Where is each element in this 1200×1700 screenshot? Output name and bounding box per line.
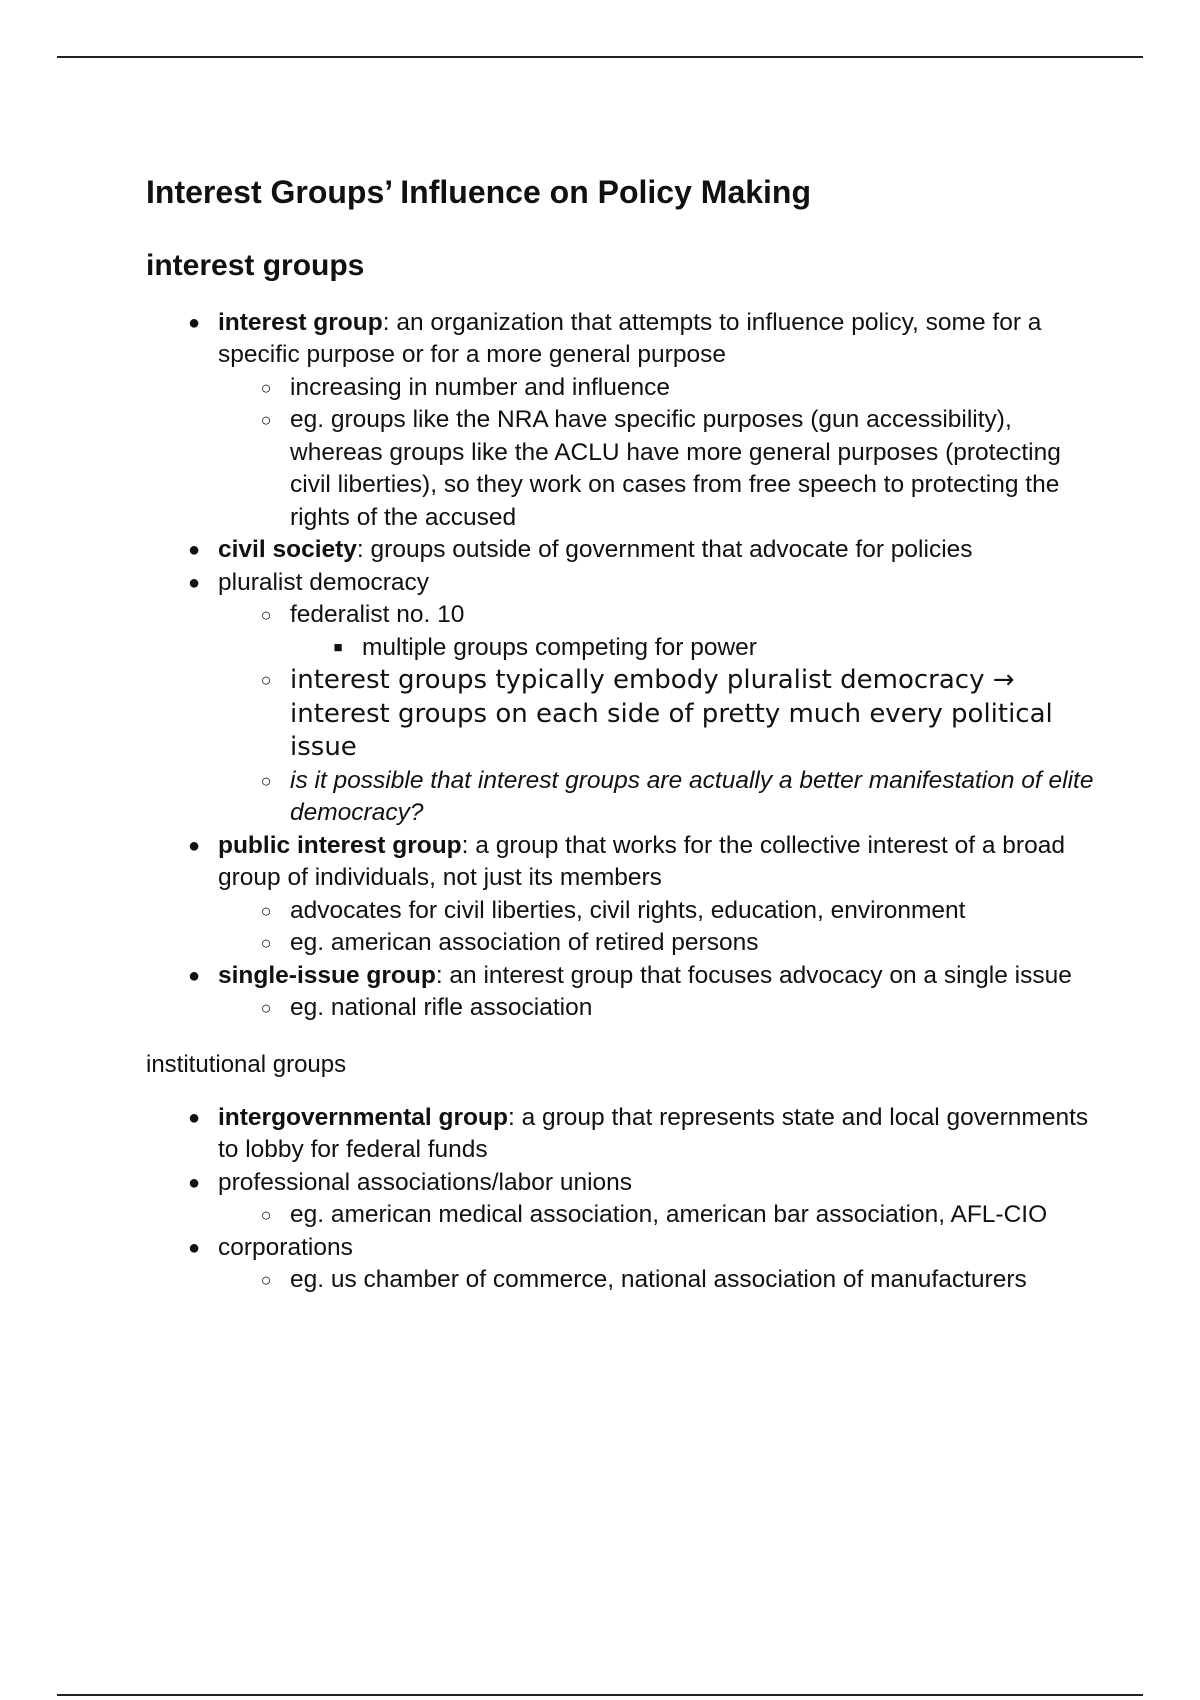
list-item — [146, 1232, 1106, 1297]
list-item — [146, 307, 1106, 535]
item-text: advocates for civil liberties, civil rights, education, environment — [290, 896, 966, 924]
document-body — [146, 172, 1106, 1297]
institutional-groups-list — [146, 1102, 1106, 1297]
header-rule — [57, 56, 1143, 58]
interest-groups-list — [146, 307, 1106, 1025]
hollow-bullet-icon: ○ — [260, 377, 272, 398]
section-heading-interest-groups: interest groups — [146, 248, 365, 282]
hollow-bullet-icon: ○ — [260, 1205, 272, 1226]
list-item — [218, 664, 1106, 765]
item-text: eg. american association of retired persons — [290, 929, 759, 957]
list-item — [218, 372, 1106, 405]
definition: : an interest group that focuses advocacy on a single issue — [435, 961, 1072, 989]
hollow-bullet-icon: ○ — [260, 933, 272, 954]
bullet-icon: ● — [187, 964, 201, 987]
list-item — [146, 830, 1106, 960]
bullet-icon: ● — [187, 571, 201, 594]
page-title: Interest Groups’ Influence on Policy Making — [146, 174, 812, 210]
item-text: eg. groups like the NRA have specific purposes (gun accessibility), whereas groups like the ACLU have more general purposes (protecting civil liberties), so they work on cases from free speech to protecting the rights of the accused — [290, 406, 1061, 531]
bullet-icon: ● — [187, 1171, 201, 1194]
term: interest group — [218, 308, 383, 336]
item-text: corporations — [218, 1233, 353, 1261]
term: civil society — [218, 536, 357, 564]
hollow-bullet-icon: ○ — [260, 900, 272, 921]
item-text: increasing in number and influence — [290, 373, 670, 401]
term: intergovernmental group — [218, 1103, 508, 1131]
item-text: federalist no. 10 — [290, 601, 465, 629]
definition: : groups outside of government that advocate for policies — [356, 536, 973, 564]
list-item — [218, 599, 1106, 664]
item-text: is it possible that interest groups are actually a better manifestation of elite democracy? — [290, 766, 1094, 827]
list-item — [290, 632, 1106, 665]
bullet-icon: ● — [187, 1106, 201, 1129]
item-text: pluralist democracy — [218, 568, 430, 596]
hollow-bullet-icon: ○ — [260, 410, 272, 431]
item-text: multiple groups competing for power — [362, 633, 757, 661]
bullet-icon: ● — [187, 1236, 201, 1259]
item-text: eg. us chamber of commerce, national association of manufacturers — [290, 1266, 1027, 1294]
item-text: interest groups typically embody pluralist democracy → interest groups on each side of pretty much every political issue — [290, 665, 1053, 763]
list-item — [146, 1167, 1106, 1232]
list-item — [218, 1264, 1106, 1297]
square-bullet-icon: ■ — [333, 638, 343, 656]
hollow-bullet-icon: ○ — [260, 770, 272, 791]
list-item — [218, 992, 1106, 1025]
definition: : a group that works for the collective interest of a broad group of individuals, not just its members — [218, 831, 1065, 892]
bullet-icon: ● — [187, 311, 201, 334]
item-text: eg. national rifle association — [290, 994, 593, 1022]
list-item — [218, 895, 1106, 928]
list-item — [146, 960, 1106, 1025]
list-item — [218, 765, 1106, 830]
hollow-bullet-icon: ○ — [260, 605, 272, 626]
item-text: professional associations/labor unions — [218, 1168, 633, 1196]
list-item — [218, 1199, 1106, 1232]
definition: : a group that represents state and local governments to lobby for federal funds — [218, 1103, 1089, 1164]
hollow-bullet-icon: ○ — [260, 998, 272, 1019]
term: single-issue group — [218, 961, 436, 989]
definition: : an organization that attempts to influence policy, some for a specific purpose or for a more general purpose — [218, 308, 1042, 369]
list-item — [146, 534, 1106, 567]
hollow-bullet-icon: ○ — [260, 670, 272, 691]
footer-rule — [57, 1694, 1143, 1696]
item-text: eg. american medical association, american bar association, AFL-CIO — [290, 1201, 1048, 1229]
section-label-institutional-groups: institutional groups — [146, 1050, 347, 1078]
bullet-icon: ● — [187, 539, 201, 562]
list-item — [146, 1102, 1106, 1167]
hollow-bullet-icon: ○ — [260, 1270, 272, 1291]
list-item — [146, 567, 1106, 830]
term: public interest group — [218, 831, 462, 859]
list-item — [218, 404, 1106, 534]
bullet-icon: ● — [187, 834, 201, 857]
list-item — [218, 927, 1106, 960]
